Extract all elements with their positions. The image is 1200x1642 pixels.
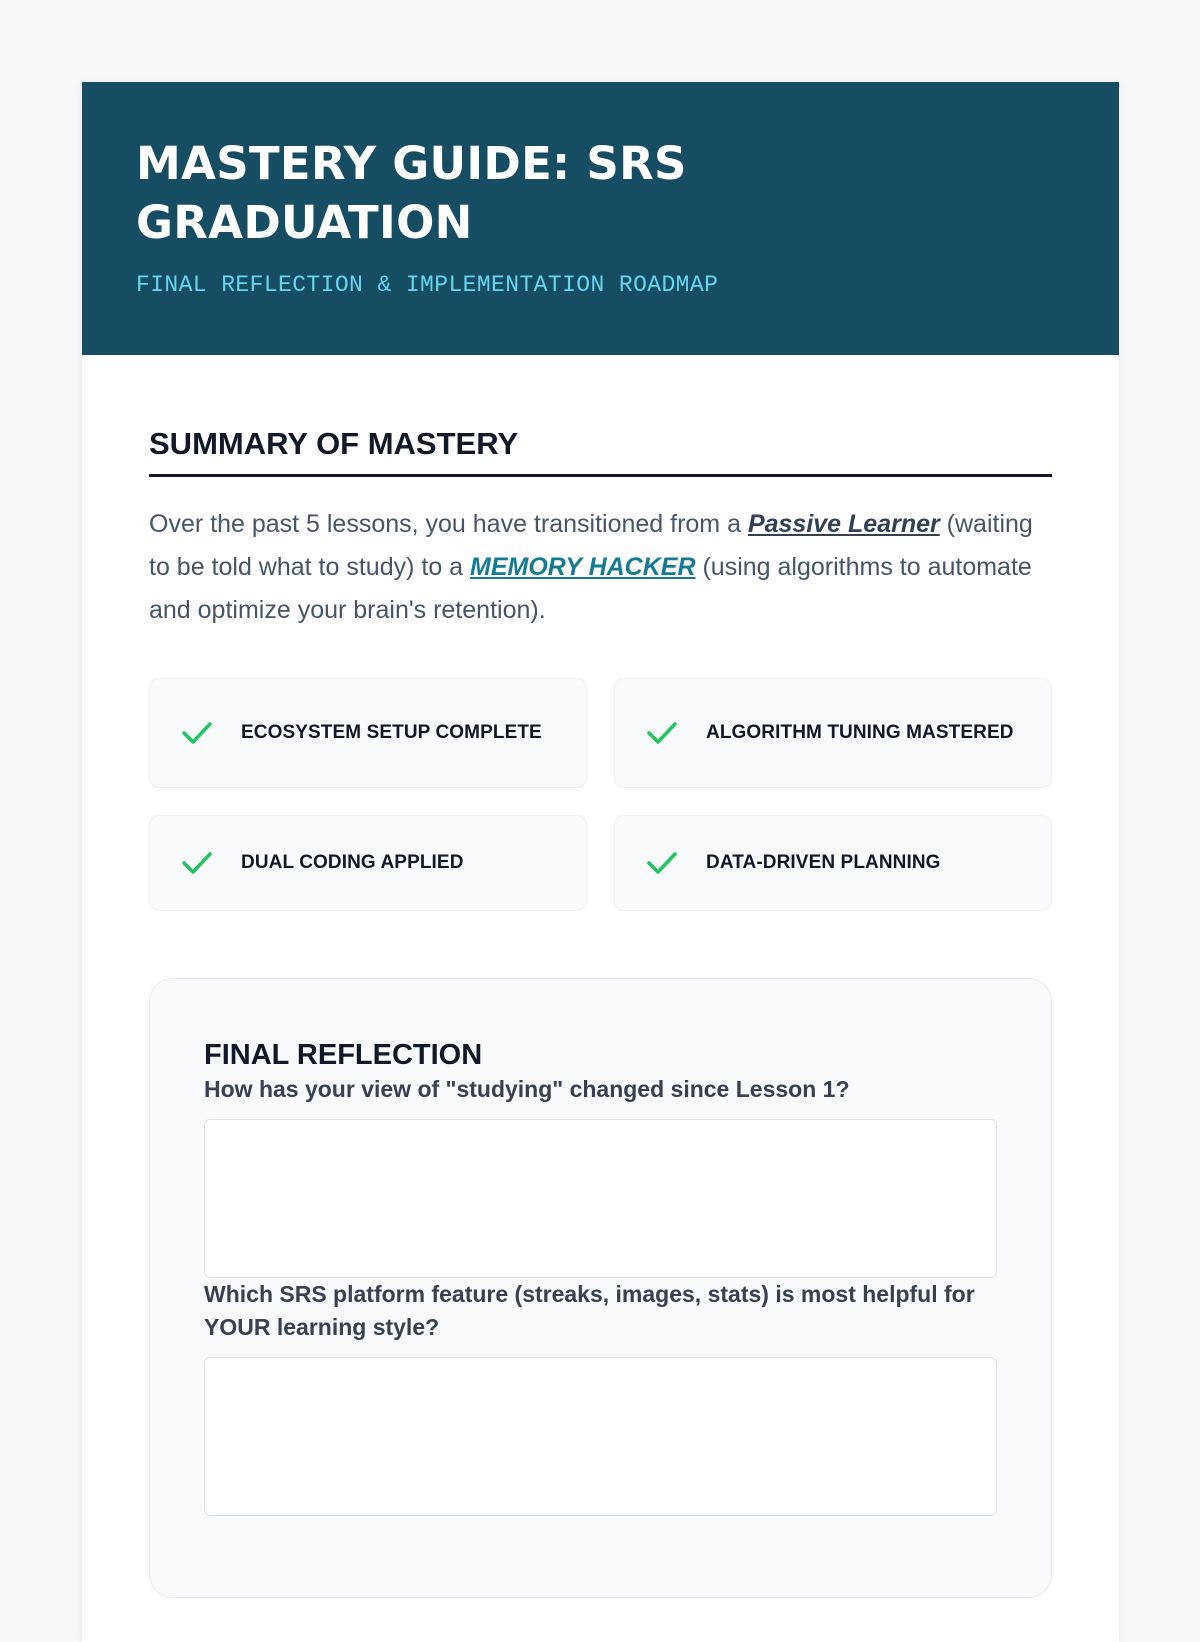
page-title: MASTERY GUIDE: SRS GRADUATION <box>136 137 687 249</box>
milestone-algorithm-tuning <box>614 678 1052 788</box>
check-icon <box>645 718 679 748</box>
milestone-label: ALGORITHM TUNING MASTERED <box>706 722 1014 744</box>
passive-learner-term: Passive Learner <box>747 509 940 538</box>
summary-heading: SUMMARY OF MASTERY <box>149 425 1052 477</box>
milestone-data-driven-planning <box>614 815 1052 911</box>
check-icon <box>645 848 679 878</box>
summary-text-middle: (waiting to be told what to study) to a <box>149 509 1033 581</box>
summary-text-before: Over the past 5 lessons, you have transitioned from a <box>149 509 748 538</box>
mastery-guide-card <box>82 82 1119 1642</box>
final-reflection-title: FINAL REFLECTION <box>204 1038 483 1071</box>
mastery-content <box>82 425 1119 1598</box>
platform-feature-question: Which SRS platform feature (streaks, images, stats) is most helpful for YOUR learning style? <box>204 1280 975 1340</box>
final-reflection-panel <box>149 978 1052 1598</box>
mastery-summary <box>149 503 1052 632</box>
check-icon <box>180 718 214 748</box>
milestone-label: ECOSYSTEM SETUP COMPLETE <box>241 722 542 744</box>
studying-view-question: How has your view of "studying" changed since Lesson 1? <box>204 1075 850 1102</box>
platform-feature-answer[interactable] <box>204 1357 997 1516</box>
summary-text-after: (using algorithms to automate and optimize your brain's retention). <box>149 552 1032 624</box>
milestone-ecosystem-setup <box>149 678 587 788</box>
check-icon <box>180 848 214 878</box>
milestone-label: DATA-DRIVEN PLANNING <box>706 852 941 874</box>
mastery-guide-header <box>82 82 1119 355</box>
studying-view-answer[interactable] <box>204 1119 997 1278</box>
milestone-dual-coding <box>149 815 587 911</box>
milestone-label: DUAL CODING APPLIED <box>241 852 464 874</box>
memory-hacker-term: MEMORY HACKER <box>470 552 696 581</box>
page-subtitle: FINAL REFLECTION & IMPLEMENTATION ROADMAP <box>136 272 719 298</box>
mastery-milestones <box>149 678 1052 911</box>
